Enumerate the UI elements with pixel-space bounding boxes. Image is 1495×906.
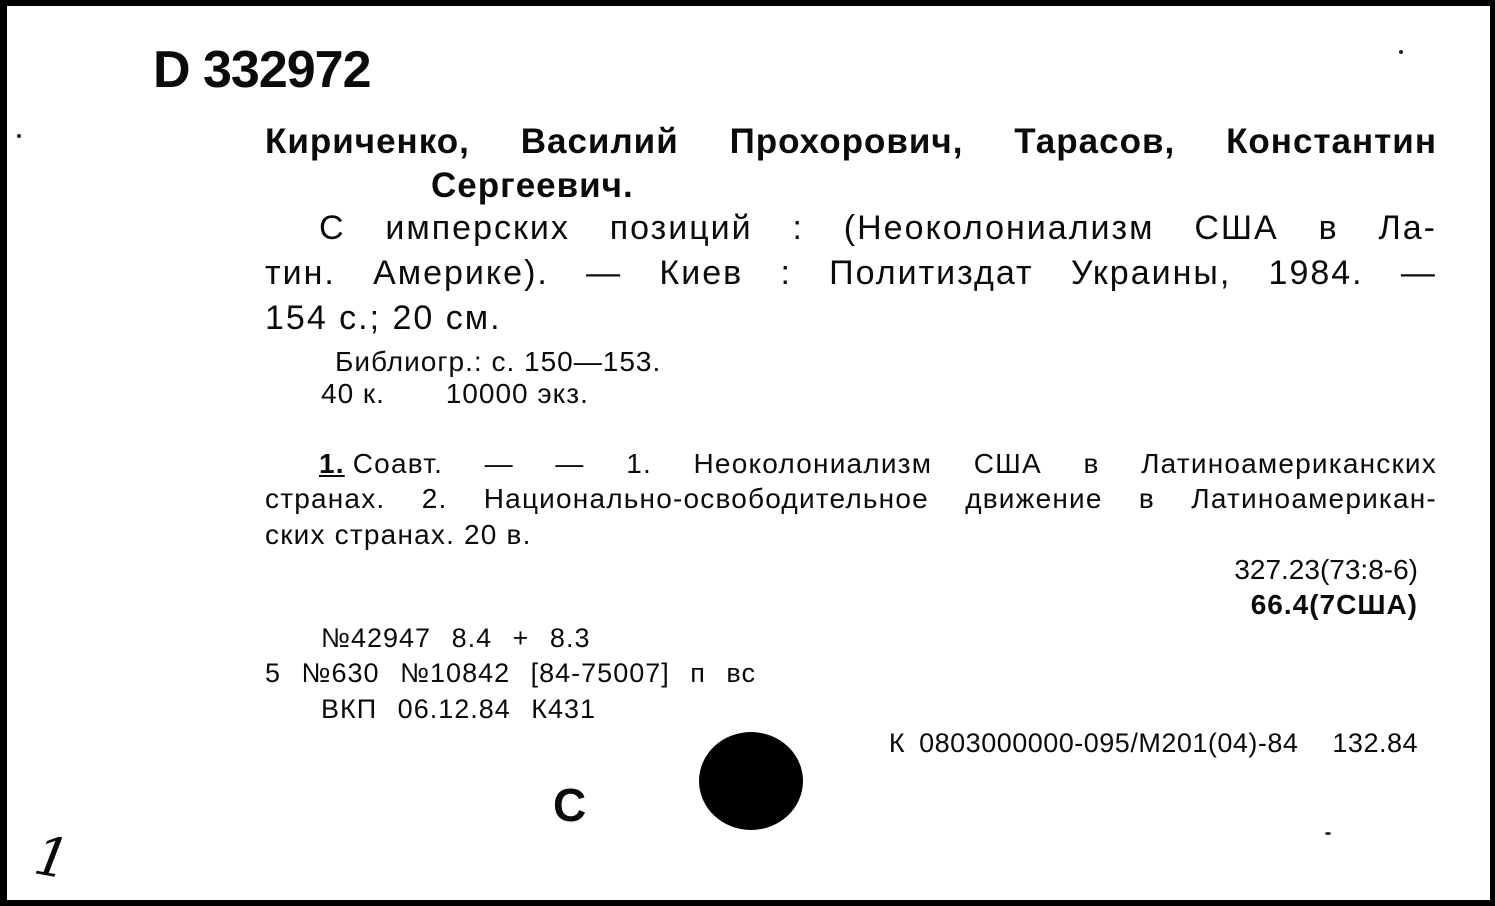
tracing-line-2 (265, 483, 1437, 515)
price-copies-note (321, 378, 641, 410)
code-number: 132.84 (1332, 728, 1418, 758)
tracing-word: — (555, 448, 585, 479)
title-word: — (1400, 254, 1437, 292)
tech-value: п (690, 658, 706, 688)
title-word: : (792, 209, 804, 247)
tech-line-3 (321, 694, 608, 725)
title-word: Ла- (1378, 209, 1437, 247)
author-word: Константин (1226, 122, 1437, 161)
tech-value: №630 (301, 658, 380, 688)
tech-value: [84-75007] (530, 658, 670, 688)
publisher-code (889, 728, 1418, 759)
dust-speck (1399, 50, 1403, 54)
authors-line-2: Сергеевич. (431, 166, 634, 205)
title-word: имперских (385, 209, 570, 247)
title-word: в (1318, 209, 1339, 247)
title-word: Украины, (1070, 254, 1232, 292)
tracing-word: движение (965, 483, 1103, 514)
code-value: 0803000000-095/М201(04)-84 (919, 728, 1299, 758)
price: 40 к. (321, 378, 385, 409)
title-word: тин. (265, 254, 336, 292)
tech-value: 8.4 (451, 623, 493, 653)
tech-value: №42947 (321, 623, 432, 653)
title-word: Киев (659, 254, 744, 292)
tracing-word: — (484, 448, 514, 479)
bbk-class: 66.4(7США) (1250, 589, 1418, 620)
title-word: — (586, 254, 623, 292)
tracing-word: 1. (626, 448, 652, 479)
c-mark: С (553, 779, 587, 831)
tracing-word: Латиноамериканских (1141, 448, 1437, 479)
title-word: С (319, 209, 346, 247)
title-word: позиций (609, 209, 753, 247)
author-word: Прохорович, (729, 122, 964, 161)
author-word: Кириченко, (265, 122, 470, 161)
bibliography-note: Библиогр.: с. 150—153. (335, 346, 662, 377)
dust-speck (17, 134, 21, 138)
tech-value: К431 (531, 694, 597, 724)
call-number: D 332972 (153, 41, 371, 99)
tech-value: 06.12.84 (397, 694, 511, 724)
title-line-2 (265, 254, 1437, 293)
tech-line-2 (265, 658, 768, 689)
tracing-line-3: ских странах. 20 в. (265, 519, 532, 550)
dust-speck (1325, 832, 1331, 835)
tracing-word: Неоколониализм (693, 448, 933, 479)
tech-value: вс (726, 658, 756, 688)
tracing-word: 2. (421, 483, 448, 514)
tracing-word: в (1138, 483, 1155, 514)
author-word: Тарасов, (1014, 122, 1176, 161)
punch-hole (699, 732, 803, 830)
title-word: Америке). (373, 254, 549, 292)
tracing-word: Национально-освободительное (483, 483, 929, 514)
tracing-word: странах. (265, 483, 386, 514)
code-prefix: К (888, 728, 906, 758)
title-line-1 (319, 209, 1437, 248)
title-word: Политиздат (829, 254, 1034, 292)
tracing-line-1 (319, 448, 1437, 480)
udc-class: 327.23(73:8-6) (1234, 554, 1418, 585)
tracing-word: Латиноамерикан- (1191, 483, 1437, 514)
tech-line-1 (321, 623, 602, 654)
title-word: США (1194, 209, 1279, 247)
tech-value: + (512, 623, 530, 653)
author-word: Василий (520, 122, 679, 161)
title-word: (Неоколониализм (843, 209, 1155, 247)
tech-value: №10842 (400, 658, 511, 688)
tracing-word: США (973, 448, 1042, 479)
tracing-mark: 1. Соавт. (319, 448, 444, 479)
tech-value: 5 (265, 658, 282, 688)
handwritten-number: 1 (29, 823, 75, 892)
title-word: : (780, 254, 792, 292)
title-line-3: 154 с.; 20 см. (265, 299, 502, 337)
tracing-word: в (1083, 448, 1100, 479)
copies: 10000 экз. (445, 378, 589, 409)
tech-value: ВКП (321, 694, 378, 724)
authors-line-1 (265, 122, 1437, 162)
tech-value: 8.3 (549, 623, 591, 653)
title-word: 1984. (1268, 254, 1364, 292)
